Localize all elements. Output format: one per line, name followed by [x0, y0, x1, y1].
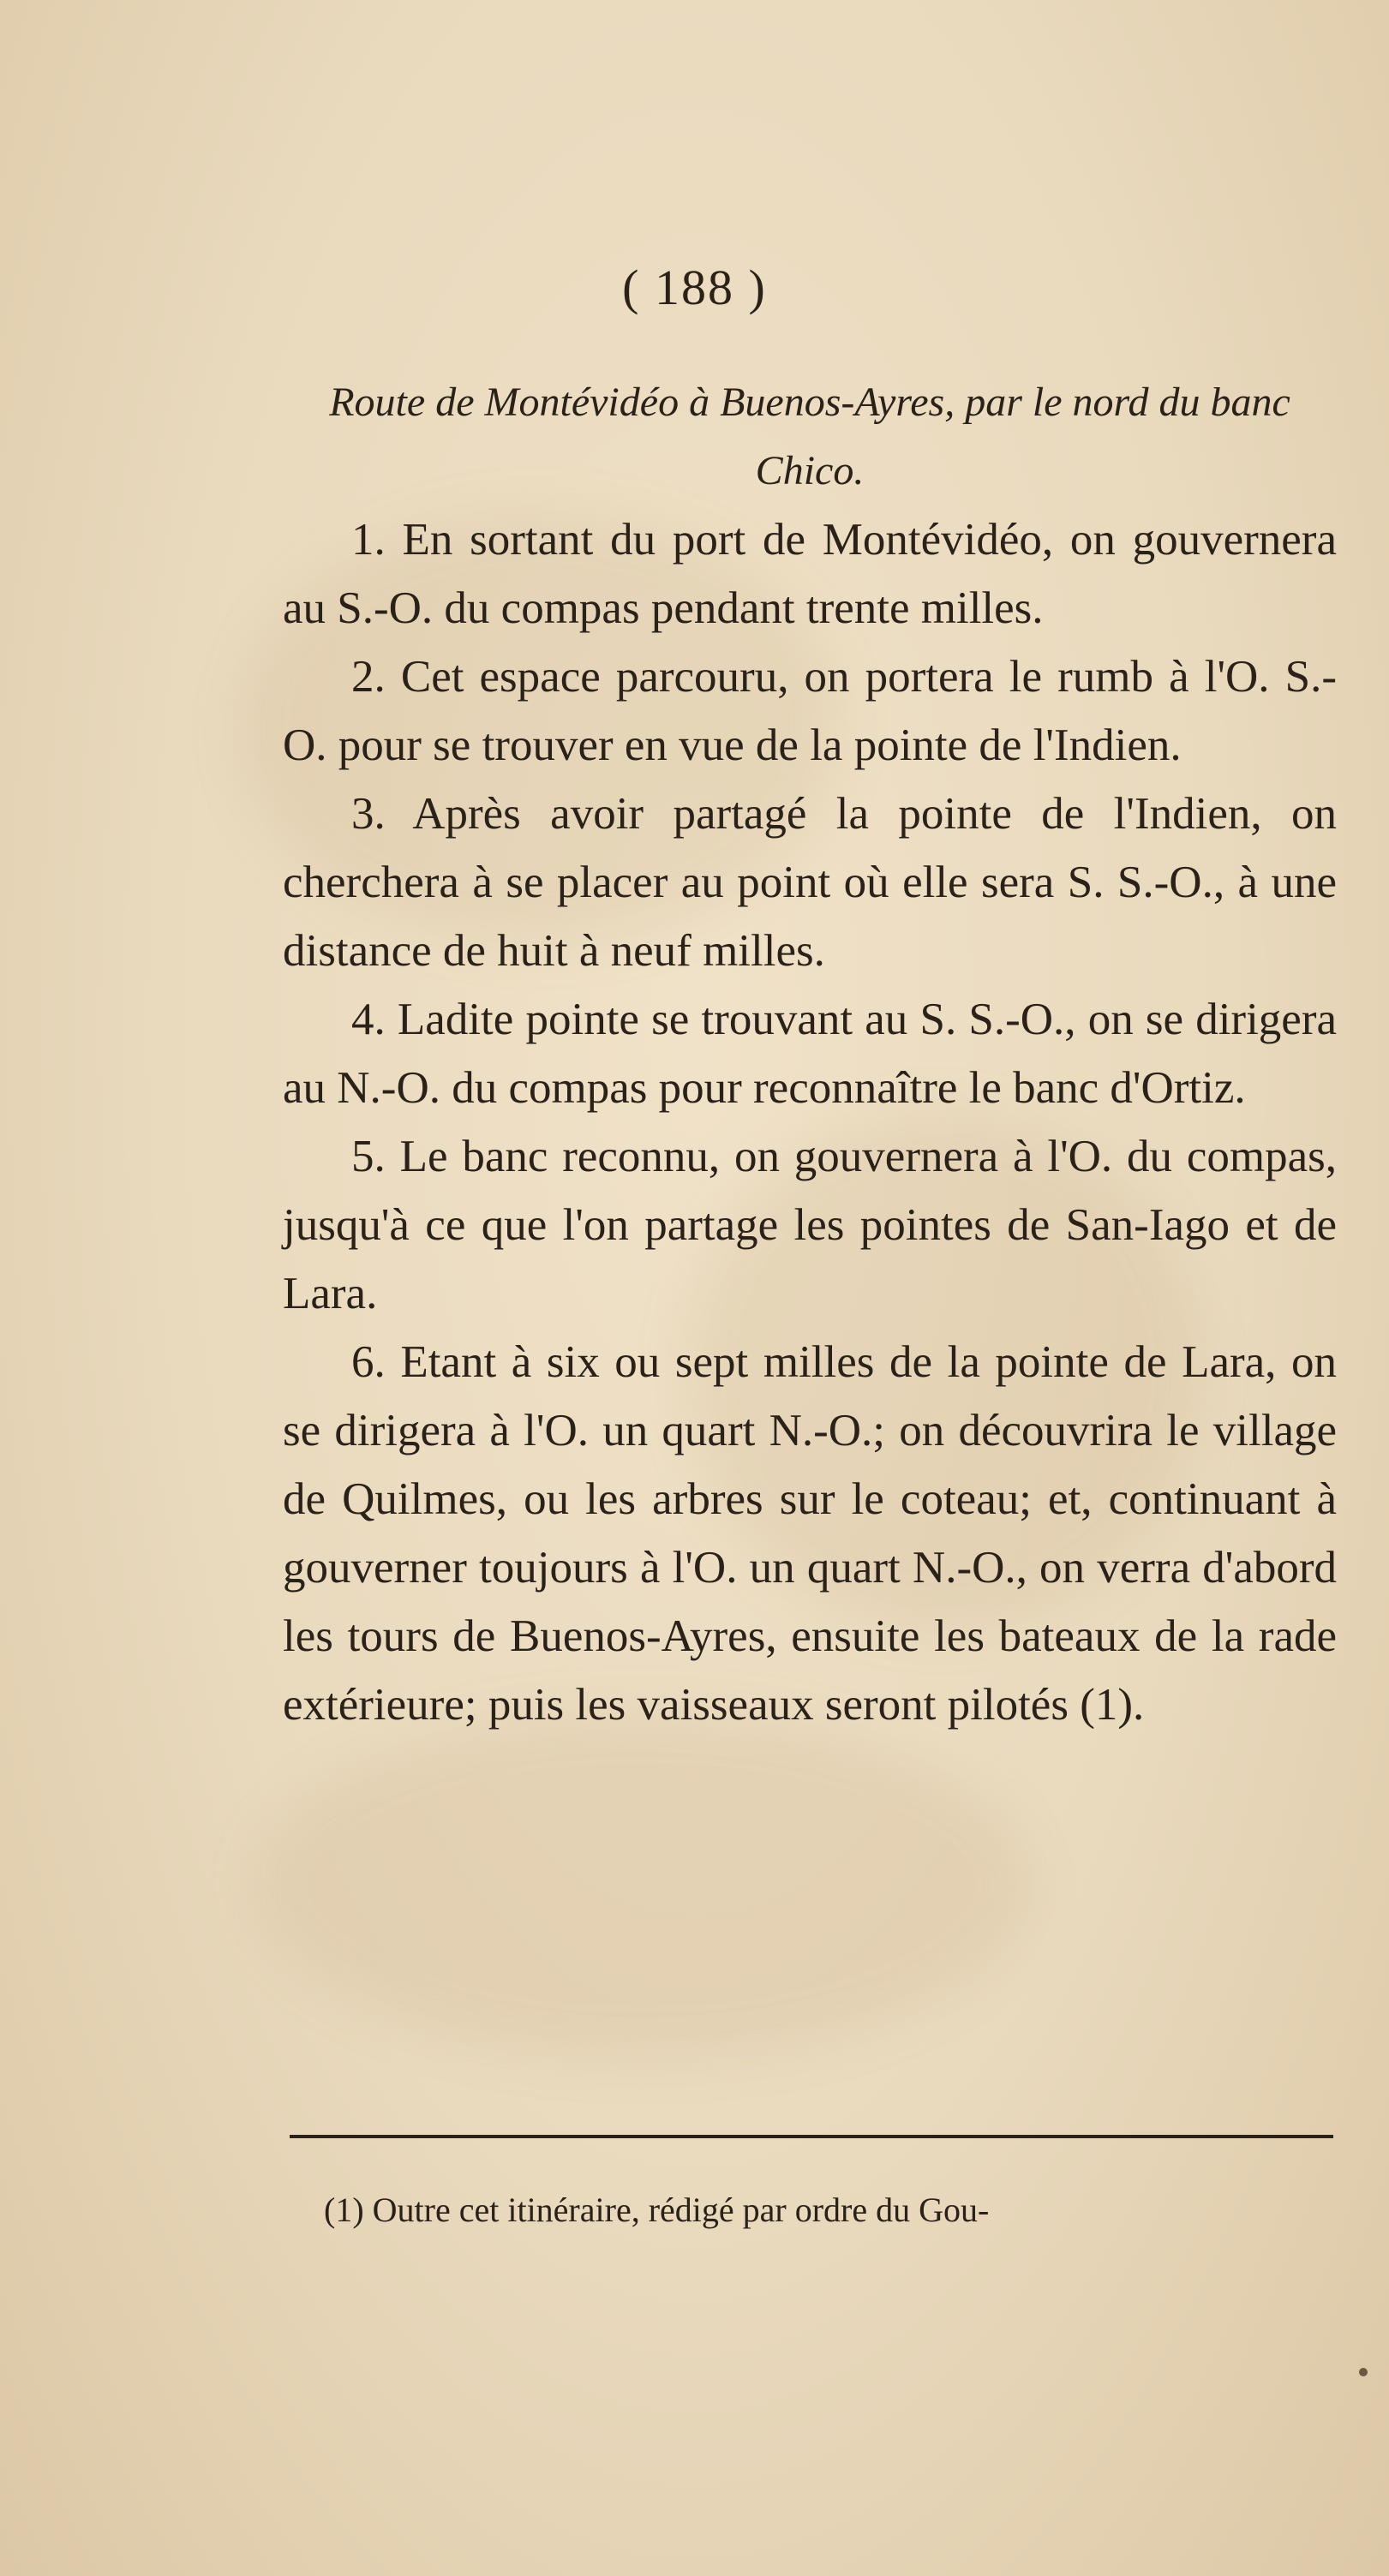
paragraph: 3. Après avoir partagé la pointe de l'Indien, on cherchera à se placer au point où elle sera S. S.-O., à une distance de huit à neuf milles. — [283, 789, 1337, 976]
paragraph: 2. Cet espace parcouru, on portera le rumb à l'O. S.-O. pour se trouver en vue de la pointe de l'Indien. — [283, 652, 1337, 770]
page-number: ( 188 ) — [622, 260, 767, 315]
paragraph: 6. Etant à six ou sept milles de la pointe de Lara, on se dirigera à l'O. un quart N.-O.; on découvrira le village de Quilmes, ou les arbres sur le coteau; et, continuant à gouverner toujours à l'O. un quart N.-O., on verra d'abord les tours de Buenos-Ayres, ensuite les bateaux de la rade extérieure; puis les vaisseaux seront pilotés (1). — [283, 1337, 1337, 1730]
footnote-rule — [290, 2135, 1333, 2138]
paper-stain — [257, 1713, 1028, 2056]
section-heading: Route de Montévidéo à Buenos-Ayres, par le nord du banc Chico. — [329, 380, 1290, 493]
paragraph: 1. En sortant du port de Montévidéo, on gouvernera au S.-O. du compas pendant trente milles. — [283, 515, 1337, 633]
paragraph: 5. Le banc reconnu, on gouvernera à l'O. du compas, jusqu'à ce que l'on partage les pointes de San-Iago et de Lara. — [283, 1132, 1337, 1318]
paragraph: 4. Ladite pointe se trouvant au S. S.-O., on se dirigera au N.-O. du compas pour reconnaître le banc d'Ortiz. — [283, 995, 1337, 1113]
footnote: (1) Outre cet itinéraire, rédigé par ordre du Gou- — [324, 2190, 990, 2229]
paper-speck — [1359, 2368, 1368, 2376]
body-text — [283, 505, 1337, 1739]
